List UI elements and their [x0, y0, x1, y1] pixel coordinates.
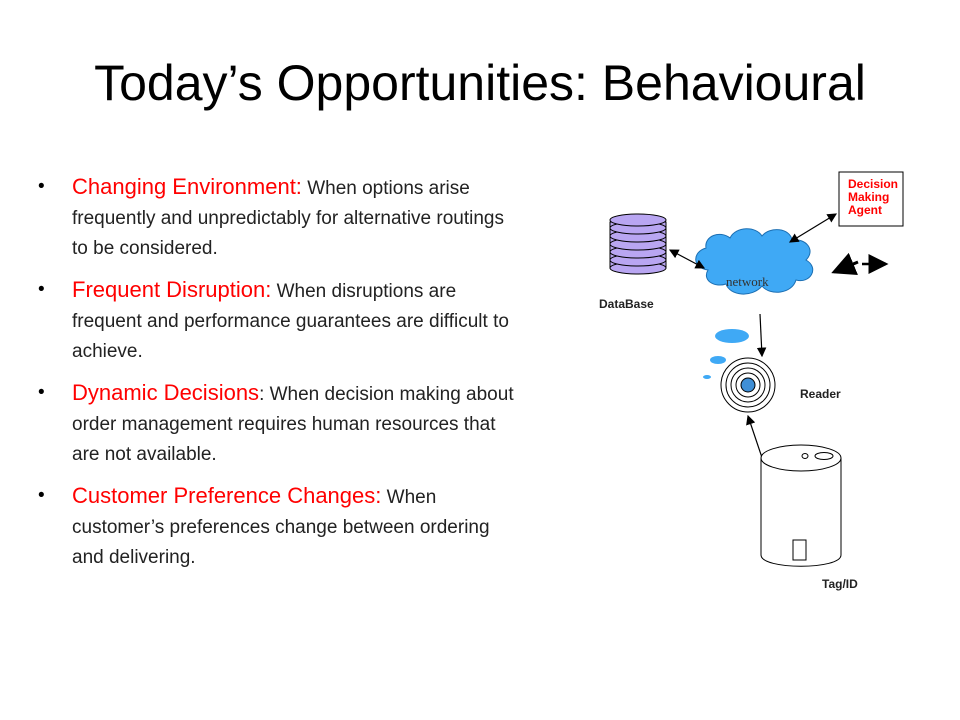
database-icon [610, 214, 666, 274]
bullet-item [38, 275, 518, 367]
bullet-item [38, 481, 518, 573]
bullet-dot-icon: • [38, 176, 45, 197]
slide-title: Today’s Opportunities: Behavioural [94, 55, 866, 111]
bullet-heading: Changing Environment: [72, 174, 302, 199]
network-agent-arrow [790, 214, 836, 242]
bullet-body: : When decision making about order management requires human resources that are not available. [72, 384, 514, 465]
tag-icon [793, 540, 806, 560]
bullet-dot-icon: • [38, 382, 45, 403]
reader-icon [721, 358, 775, 412]
bullet-heading: Frequent Disruption: [72, 277, 272, 302]
reader-label: Reader [800, 387, 841, 401]
bullet-heading: Dynamic Decisions [72, 380, 260, 405]
bullet-dot-icon: • [38, 485, 45, 506]
bullet-list [38, 172, 518, 584]
network-label: network [726, 274, 769, 289]
bullet-item [38, 378, 518, 470]
database-label: DataBase [599, 297, 654, 311]
rfid-system-diagram [580, 160, 910, 600]
agent-label-line: Making [848, 190, 890, 204]
agent-label-line: Decision [848, 177, 899, 191]
outgoing-arrow-left [834, 262, 858, 272]
bullet-item [38, 172, 518, 264]
bullet-heading: Customer Preference Changes: [72, 483, 382, 508]
agent-label-line: Agent [848, 203, 882, 217]
bullet-body: When customer’s preferences change between ordering and delivering. [72, 487, 490, 568]
network-cloud-icon [696, 229, 813, 379]
bullet-dot-icon: • [38, 279, 45, 300]
bullet-body: When disruptions are frequent and performance guarantees are difficult to achieve. [72, 281, 509, 362]
tag-label: Tag/ID [822, 577, 858, 591]
reader-network-arrow [760, 314, 762, 356]
bullet-body: When options arise frequently and unpredictably for alternative routings to be considered. [72, 178, 504, 259]
tag-container-icon [761, 445, 841, 566]
